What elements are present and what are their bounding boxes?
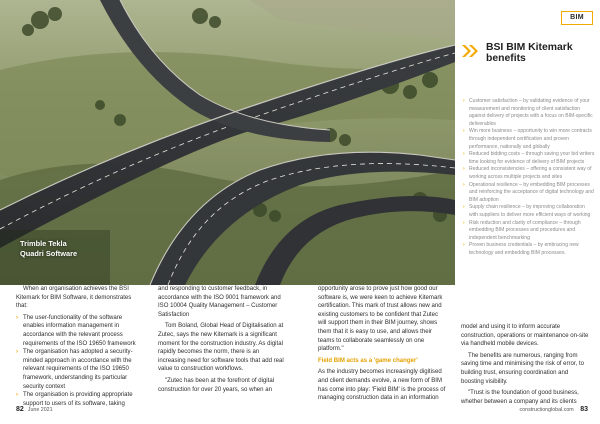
caption-line-1: Trimble Tekla <box>20 239 67 248</box>
benefit-item: › Win more business – opportunity to win more contracts through independent certification and proven performance, nationally and globally <box>463 128 595 151</box>
issue-date: June 2021 <box>27 407 53 413</box>
list-item: › The organisation is providing appropriate support to users of its software, taking <box>16 391 144 408</box>
sidebar-title-line-1: BSI BIM Kitemark <box>486 42 573 53</box>
benefit-item: › Supply chain resilience – by improving collaboration with suppliers to deliver more efficient ways of working <box>463 204 595 219</box>
benefit-item: › Customer satisfaction – by validating evidence of your measurement and monitoring of client satisfaction against delivery of projects with a focus on BIM-specific deliverables <box>463 98 595 128</box>
section-tag: BIM <box>561 11 593 25</box>
paragraph: model and using it to inform accurate construction, operations or maintenance on-site via handheld mobile devices. <box>461 324 589 348</box>
page-number-right: 83 <box>580 406 588 413</box>
image-caption <box>20 239 77 258</box>
paragraph: "Trust is the foundation of good business, whether between a company and its clients <box>461 390 579 405</box>
website-link[interactable]: constructionglobal.com <box>519 407 574 413</box>
paragraph: When an organisation achieves the BSI Kitemark for BIM Software, it demonstrates that: <box>16 286 132 310</box>
benefits-list <box>463 98 595 257</box>
kitemark-demonstrates-list <box>16 314 144 409</box>
paragraph: and responding to customer feedback, in accordance with the ISO 9001 framework and ISO 10004 Quality Management – Customer Satisfaction <box>158 286 281 318</box>
benefit-item: › Reduced inconsistencies – offering a consistent way of working across multiple projects and sites <box>463 166 595 181</box>
page-number-left: 82 <box>16 406 24 413</box>
list-item: › The user-functionality of the software enables information management in accordance with the relevant process requirements of the ISO 19650 framework <box>16 314 144 348</box>
sidebar-title <box>486 42 600 64</box>
benefit-item: › Risk reduction and clarity of compliance – through embedding BIM processes and procedures and independent benchmarking <box>463 220 595 243</box>
article-column-3 <box>318 285 446 406</box>
subheading: Field BIM acts as a 'game changer' <box>318 357 418 364</box>
paragraph: The benefits are numerous, ranging from saving time and minimising the risk of error, to building trust, ensuring coordination and boosting visibility. <box>461 352 585 385</box>
paragraph: Tom Boland, Global Head of Digitalisation at Zutec, says the new Kitemark is a significant moment for the construction industry. As digital rapidly becomes the norm, there is an increasing need for software tools that add real value to construction workflows. <box>158 323 284 373</box>
double-chevron-icon <box>461 44 479 58</box>
paragraph: opportunity arose to prove just how good our software is, we were keen to achieve Kitemark certification. This mark of trust allows new and existing customers to be confident that Zutec will support them in their BIM journey, shows them that it is easy to use, and allows their teams to collaborate seamlessly on one platform." <box>318 286 443 353</box>
benefit-item: › Proven business credentials – by embracing new technology and embedding BIM processes. <box>463 242 595 257</box>
footer-left <box>16 406 53 414</box>
sidebar-title-line-2: benefits <box>486 53 526 65</box>
article-column-2 <box>158 285 286 397</box>
article-column-4 <box>461 323 589 409</box>
list-item: › The organisation has adopted a security-minded approach in accordance with the relevant requirements of the ISO 19650 framework, understanding its particular security context <box>16 348 144 391</box>
benefit-item: › Reduced bidding costs – through saving your bid writers time looking for evidence of delivery of BIM projects <box>463 151 595 166</box>
paragraph: "Zutec has been at the forefront of digital construction for over 20 years, so when an <box>158 377 275 393</box>
kitemark-benefits-sidebar <box>455 30 600 320</box>
article-column-1 <box>16 285 144 408</box>
benefit-item: › Operational resilience – by embedding BIM processes and reinforcing the acceptance of digital technology and BIM adoption <box>463 182 595 205</box>
footer-right <box>520 406 588 414</box>
caption-line-2: Quadri Software <box>20 248 78 258</box>
paragraph: As the industry becomes increasingly digitised and client demands evolve, a new form of BIM has come into play: 'Field BIM' is the process of managing construction data in an information <box>318 369 446 402</box>
